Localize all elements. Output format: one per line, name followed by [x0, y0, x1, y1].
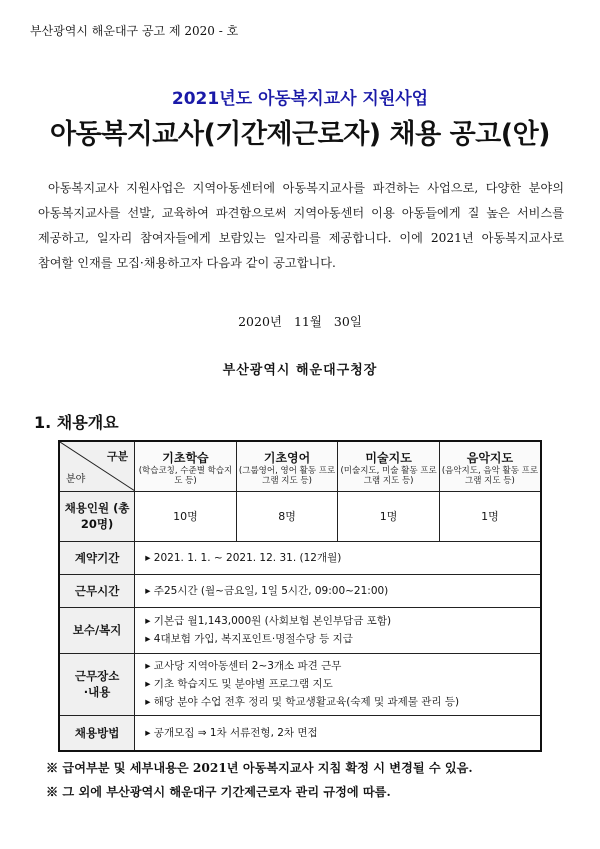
table-corner-cell	[59, 441, 135, 491]
headcount-row	[59, 491, 541, 541]
headcount-value: 1명	[338, 491, 440, 541]
contract-label: 계약기간	[59, 541, 135, 574]
headcount-label: 채용인원 (총20명)	[59, 491, 135, 541]
category-name: 기초학습	[162, 450, 209, 465]
category-name: 음악지도	[466, 450, 514, 465]
category-detail: (학습코칭, 수준별 학습지도 등)	[138, 465, 233, 486]
recruitment-table	[58, 440, 542, 752]
category-name: 미술지도	[365, 450, 412, 465]
issuing-organization: 부산광역시 해운대구청장	[222, 363, 378, 378]
pay-item: ▸ 4대보험 가입, 복지포인트·명절수당 등 지급	[145, 633, 353, 645]
pay-label: 보수/복지	[59, 607, 135, 653]
contract-row	[59, 541, 541, 574]
category-cell	[135, 441, 237, 491]
duty-label	[59, 653, 135, 715]
category-cell	[439, 441, 541, 491]
category-name: 기초영어	[263, 450, 311, 465]
hours-label: 근무시간	[59, 574, 135, 607]
notes	[46, 756, 473, 804]
note-item: ※ 급여부분 및 세부내용은 2021년 아동복지교사 지침 확정 시 변경될 수 있음.	[46, 761, 473, 775]
corner-label-bottom: 분야	[66, 473, 86, 485]
method-value: ▸ 공개모집 ⇒ 1차 서류전형, 2차 면접	[135, 715, 541, 751]
pay-row	[59, 607, 541, 653]
document-subtitle: 2021년도 아동복지교사 지원사업	[171, 89, 429, 109]
contract-value: ▸ 2021. 1. 1. ~ 2021. 12. 31. (12개월)	[135, 541, 541, 574]
notice-number: 부산광역시 해운대구 공고 제 2020 - 호	[30, 24, 239, 38]
hours-value: ▸ 주25시간 (월~금요일, 1일 5시간, 09:00~21:00)	[135, 574, 541, 607]
pay-value	[135, 607, 541, 653]
category-cell	[338, 441, 440, 491]
section-heading: 1. 채용개요	[34, 413, 119, 432]
category-detail: (그룹영어, 영어 활동 프로그램 지도 등)	[238, 465, 336, 486]
category-cell	[236, 441, 338, 491]
note-item: ※ 그 외에 부산광역시 해운대구 기간제근로자 관리 규정에 따름.	[46, 785, 391, 799]
headcount-value: 1명	[439, 491, 541, 541]
duty-label-line: 근무장소	[74, 669, 120, 683]
duty-item: ▸ 해당 분야 수업 전후 정리 및 학교생활교육(숙제 및 과제물 관리 등)	[145, 696, 460, 708]
hours-row	[59, 574, 541, 607]
duty-row	[59, 653, 541, 715]
headcount-value: 8명	[236, 491, 338, 541]
method-label: 채용방법	[59, 715, 135, 751]
category-detail: (음악지도, 음악 활동 프로그램 지도 등)	[441, 465, 539, 486]
headcount-value: 10명	[135, 491, 237, 541]
document-title: 아동복지교사(기간제근로자) 채용 공고(안)	[49, 119, 551, 150]
duty-label-line: ·내용	[83, 685, 111, 699]
duty-item: ▸ 교사당 지역아동센터 2~3개소 파견 근무	[145, 660, 342, 672]
category-detail: (미술지도, 미술 활동 프로그램 지도 등)	[340, 465, 437, 486]
method-row	[59, 715, 541, 751]
duty-value	[135, 653, 541, 715]
announcement-date: 2020년 11월 30일	[238, 314, 362, 329]
intro-paragraph: 아동복지교사 지원사업은 지역아동센터에 아동복지교사를 파견하는 사업으로, 다양한 분야의 아동복지교사를 선발, 교육하여 파견함으로써 지역아동센터 이용 아동들에게 질 높은 서비스를 제공하고, 일자리 참여자들에게 보람있는 일자리를 제공합니다. 이에 2021년 아동복지교사로 참여할 인재를 모집·채용하고자 다음과 같이 공고합니다.	[38, 181, 564, 270]
table-header-row	[59, 441, 541, 491]
corner-label-top: 구분	[106, 450, 129, 463]
pay-item: ▸ 기본급 월1,143,000원 (사회보험 본인부담금 포함)	[145, 615, 392, 627]
duty-item: ▸ 기초 학습지도 및 분야별 프로그램 지도	[145, 678, 333, 690]
